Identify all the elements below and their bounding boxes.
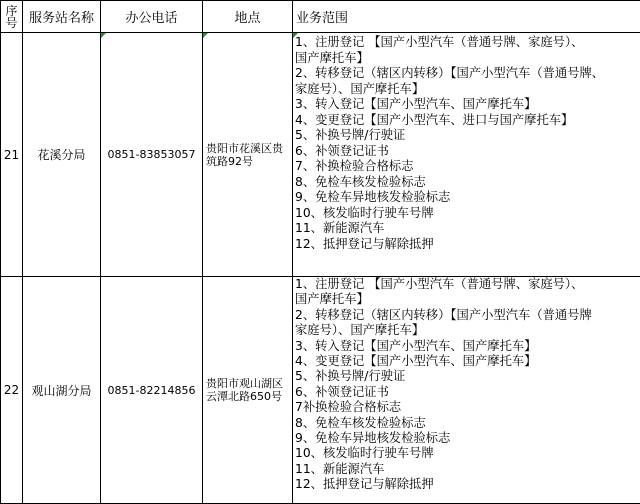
scope-line: 家庭号）、国产摩托车】	[295, 323, 640, 338]
scope-line: 3、转入登记【国产小型汽车、国产摩托车】	[295, 97, 640, 113]
table-row	[1, 33, 640, 277]
scope-line: 6、补领登记证书	[295, 144, 640, 160]
row-address: 贵阳市观山湖区云潭北路650号	[203, 277, 293, 504]
row-office-phone	[101, 33, 203, 277]
scope-line: 4、变更登记【国产小型汽车、进口与国产摩托车】	[295, 113, 640, 129]
scope-line: 10、核发临时行驶车号牌	[295, 206, 640, 222]
header-row	[1, 1, 640, 33]
header-office-phone-label: 办公电话	[125, 11, 177, 26]
header-seq-char-1: 序	[1, 5, 22, 17]
scope-line: 2、转移登记（辖区内转移）【国产小型汽车（普通号牌、	[295, 66, 640, 82]
row-business-scope	[293, 277, 640, 504]
row-address	[203, 33, 293, 277]
cell-comment-marker	[293, 33, 298, 38]
scope-line: 5、补换号牌/行驶证	[295, 128, 640, 144]
scope-line: 12、抵押登记与解除抵押	[295, 477, 640, 492]
scope-line: 家庭号）、国产摩托车】	[295, 82, 640, 98]
row-office-phone-value: 0851-83853057	[108, 148, 196, 161]
scope-line: 5、补换号牌/行驶证	[295, 369, 640, 384]
scope-line: 10、核发临时行驶车号牌	[295, 446, 640, 461]
scope-line: 7补换检验合格标志	[295, 400, 640, 415]
scope-line: 11、新能源汽车	[295, 462, 640, 477]
scope-line: 国产摩托车】	[295, 51, 640, 67]
header-office-phone	[101, 1, 203, 33]
cell-comment-marker	[101, 33, 106, 38]
scope-line: 2、转移登记（辖区内转移）【国产小型汽车（普通号牌	[295, 308, 640, 323]
scope-line: 1、注册登记 【国产小型汽车（普通号牌、家庭号）、	[295, 35, 640, 51]
scope-line: 7、补换检验合格标志	[295, 159, 640, 175]
header-business-scope: 业务范围	[293, 1, 640, 33]
scope-line: 8、免检车核发检验标志	[295, 416, 640, 431]
row-seq: 22	[1, 277, 23, 504]
row-seq: 21	[1, 33, 23, 277]
row-station-name: 观山湖分局	[23, 277, 101, 504]
scope-line: 3、转入登记【国产小型汽车、国产摩托车】	[295, 339, 640, 354]
row-station-name: 花溪分局	[23, 33, 101, 277]
scope-line: 8、免检车核发检验标志	[295, 175, 640, 191]
scope-line: 国产摩托车】	[295, 292, 640, 307]
scope-line: 9、免检车异地核发检验标志	[295, 431, 640, 446]
header-address: 地点	[203, 1, 293, 33]
scope-line: 9、免检车异地核发检验标志	[295, 190, 640, 206]
scope-line: 11、新能源汽车	[295, 221, 640, 237]
table-row	[1, 277, 640, 504]
scope-line: 12、抵押登记与解除抵押	[295, 237, 640, 253]
scope-line: 4、变更登记【国产小型汽车、国产摩托车】	[295, 354, 640, 369]
scope-line: 1、注册登记 【国产小型汽车（普通号牌、家庭号）、	[295, 277, 640, 292]
row-business-scope	[293, 33, 640, 277]
row-address-value: 贵阳市花溪区贵筑路92号	[206, 142, 283, 168]
header-station-name: 服务站名称	[23, 1, 101, 33]
cell-comment-marker	[203, 33, 208, 38]
header-seq-char-2: 号	[1, 17, 22, 29]
row-office-phone: 0851-82214856	[101, 277, 203, 504]
header-seq	[1, 1, 23, 33]
scope-line: 6、补领登记证书	[295, 385, 640, 400]
